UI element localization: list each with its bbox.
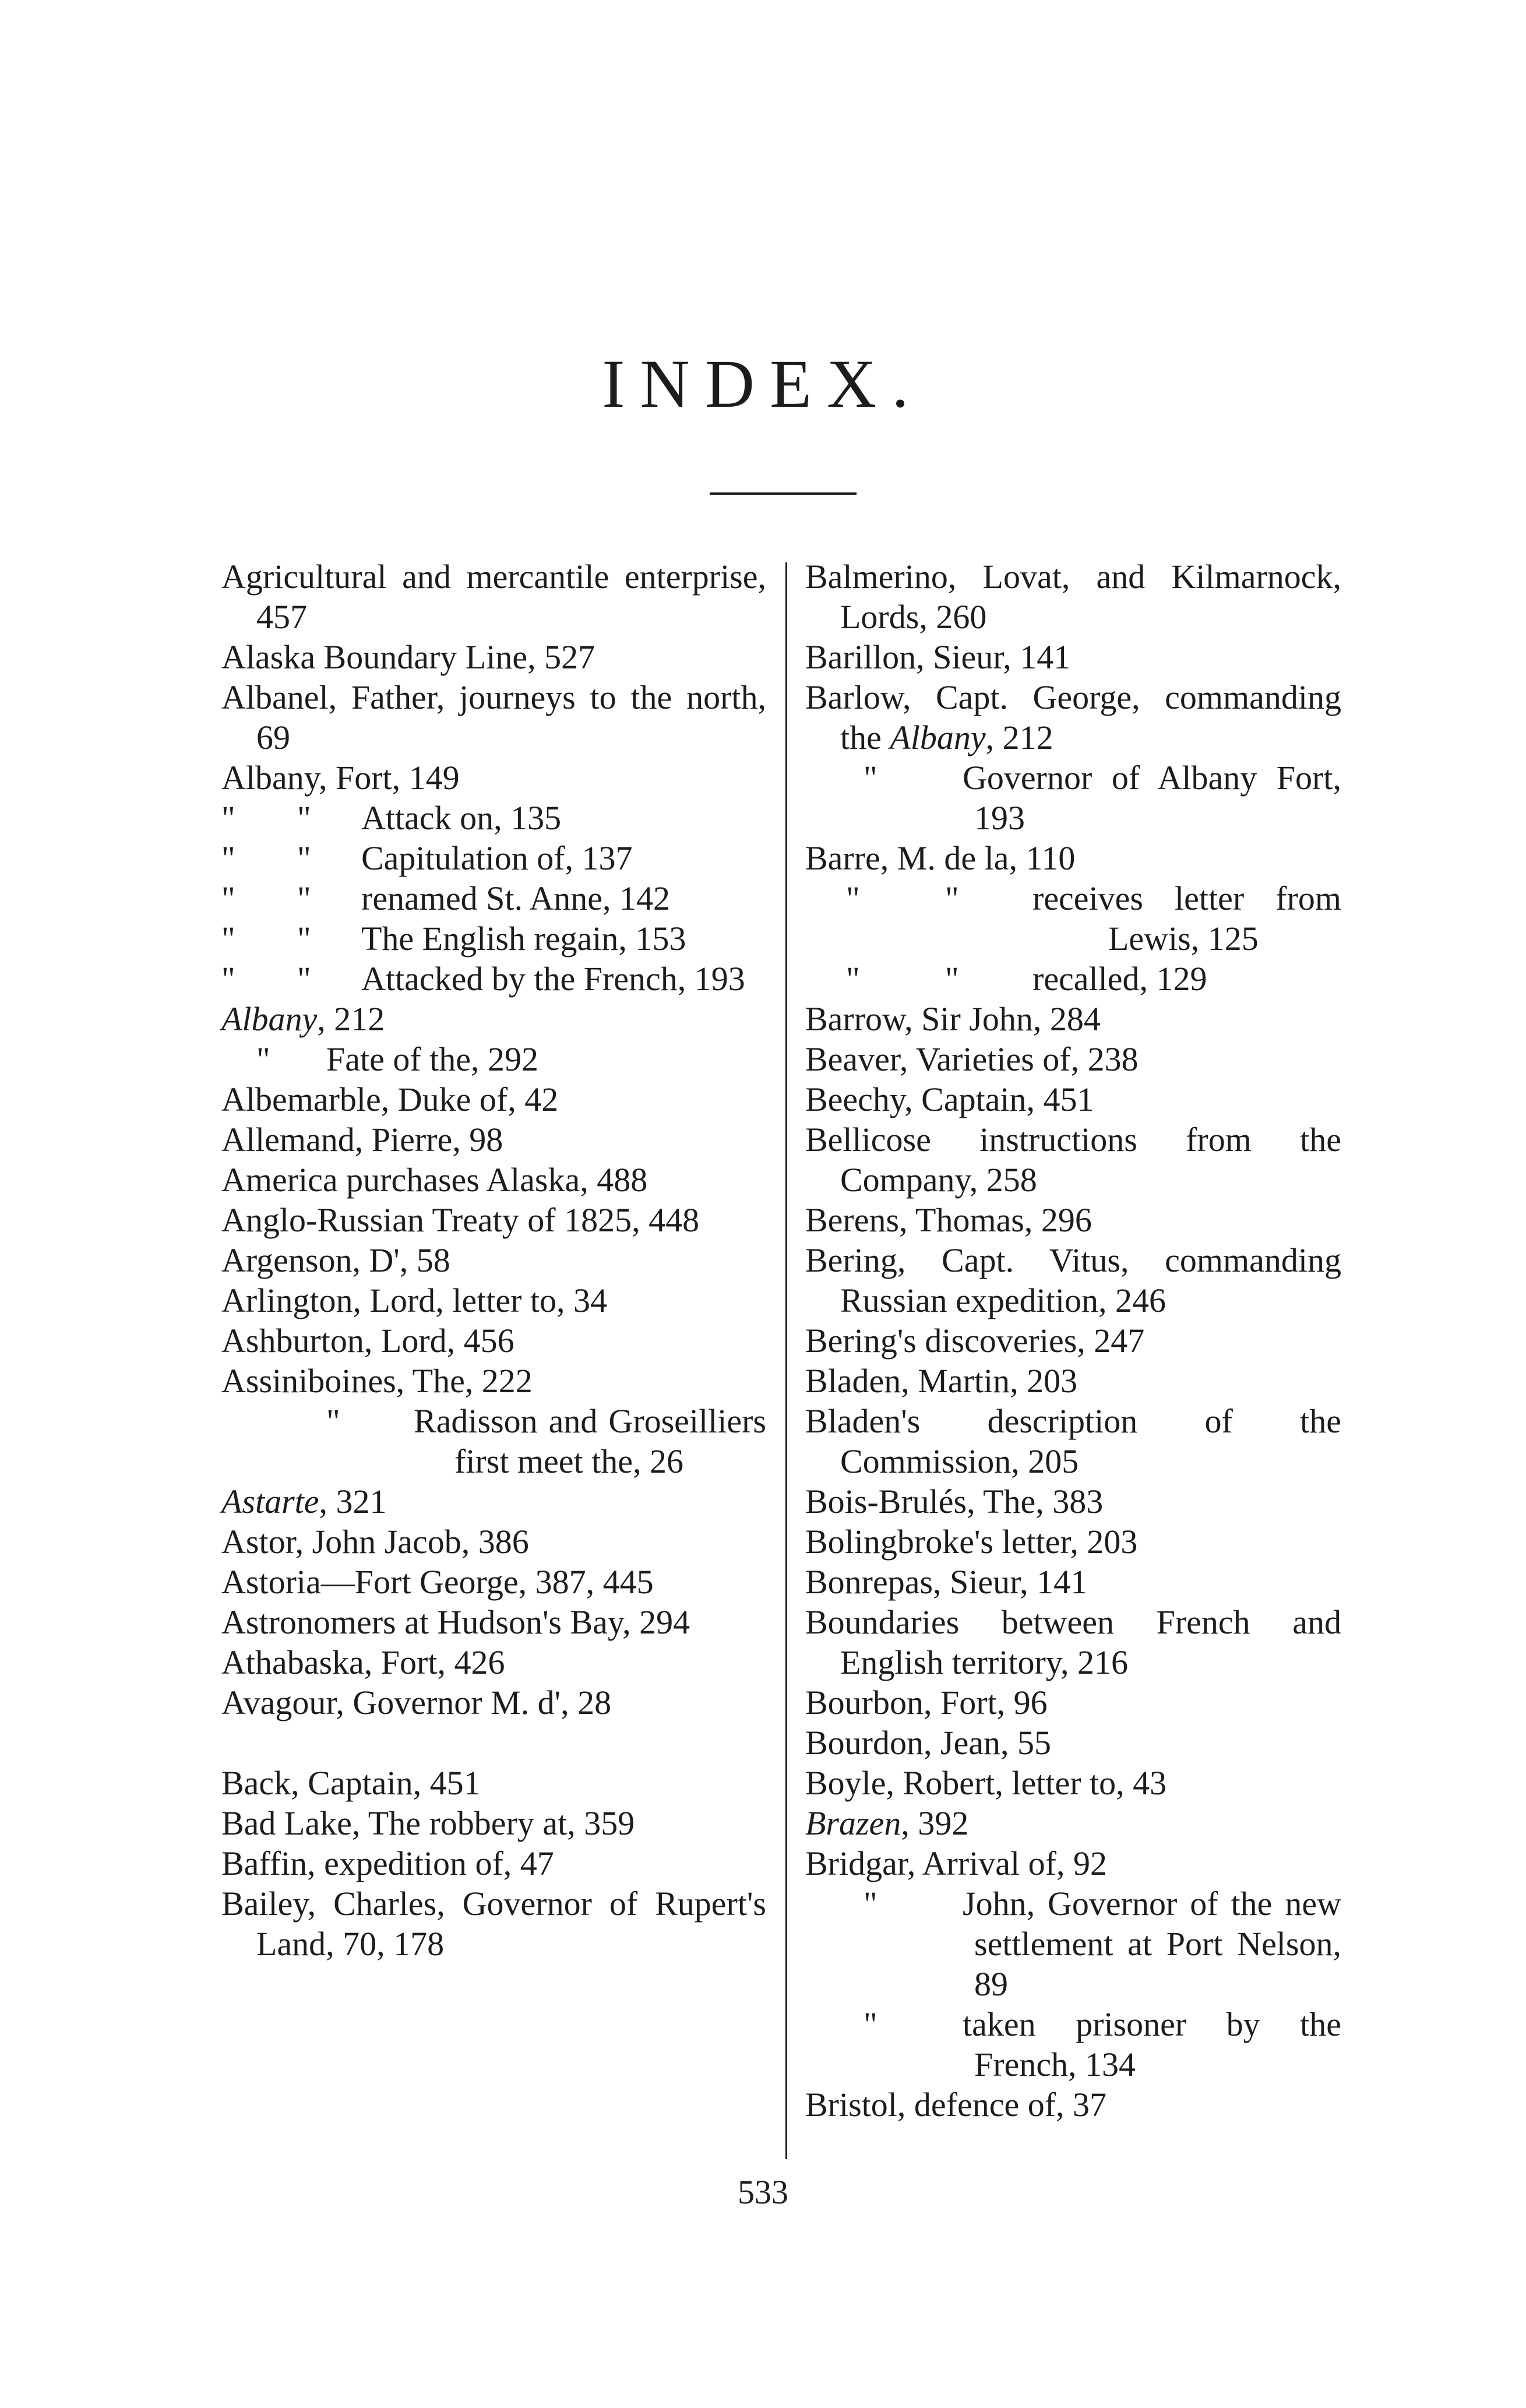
ship-name: Brazen (805, 1804, 901, 1842)
ship-name: Albany (221, 1000, 318, 1038)
index-subentry (805, 758, 1341, 838)
page-title: INDEX. (602, 346, 924, 422)
entry-pages: , 321 (319, 1483, 387, 1520)
index-entry: Anglo-Russian Treaty of 1825, 448 (221, 1201, 700, 1239)
subentry-text: Radisson and Groseilliers first meet the, 26 (414, 1402, 766, 1480)
index-subentry (221, 959, 766, 999)
ditto-mark: " (221, 799, 235, 837)
index-entry: Back, Captain, 451 (221, 1764, 481, 1802)
index-entry: Bourdon, Jean, 55 (805, 1724, 1052, 1762)
index-column-left (221, 557, 766, 1964)
index-entry (221, 999, 766, 1039)
ditto-mark: " (221, 960, 235, 998)
ditto-mark: " (846, 879, 860, 917)
index-subentry (221, 878, 766, 918)
index-entry: Arlington, Lord, letter to, 34 (221, 1282, 608, 1319)
index-subentry (221, 798, 766, 838)
index-entry: Bourbon, Fort, 96 (805, 1684, 1048, 1721)
subentry-text: Attacked by the French, 193 (361, 960, 745, 998)
index-entry: Bridgar, Arrival of, 92 (805, 1844, 1107, 1882)
index-entry: Bristol, defence of, 37 (805, 2086, 1107, 2124)
subentry-text: The English regain, 153 (361, 920, 686, 957)
subentry-text: Governor of Albany Fort, 193 (963, 759, 1341, 837)
index-entry: Bolingbroke's letter, 203 (805, 1523, 1138, 1561)
index-entry: Astoria—Fort George, 387, 445 (221, 1563, 654, 1601)
index-subentry (805, 2004, 1341, 2085)
ditto-mark: " (221, 879, 235, 917)
index-entry: Bladen, Martin, 203 (805, 1362, 1078, 1400)
index-entry: Bonrepas, Sieur, 141 (805, 1563, 1088, 1601)
ditto-mark: " (864, 2005, 877, 2043)
index-entry: Boyle, Robert, letter to, 43 (805, 1764, 1167, 1802)
entry-pages: , 212 (317, 1000, 385, 1038)
ditto-mark: " (945, 879, 959, 917)
index-entry: Albemarble, Duke of, 42 (221, 1080, 559, 1118)
ditto-mark: " (297, 960, 311, 998)
ditto-mark: " (297, 839, 311, 877)
index-entry (221, 1481, 766, 1522)
title-rule (710, 492, 857, 495)
ditto-mark: " (864, 1885, 877, 1923)
index-entry: Boundaries between French and English territory, 216 (805, 1603, 1341, 1681)
index-entry (805, 677, 1341, 758)
ship-name: Astarte (221, 1483, 319, 1520)
index-entry: Barrow, Sir John, 284 (805, 1000, 1101, 1038)
index-entry: Beechy, Captain, 451 (805, 1080, 1094, 1118)
index-entry: Bering's discoveries, 247 (805, 1322, 1145, 1360)
index-entry: Balmerino, Lovat, and Kilmarnock, Lords, 260 (805, 558, 1341, 636)
index-subentry (805, 959, 1341, 999)
index-entry: Astronomers at Hudson's Bay, 294 (221, 1603, 690, 1641)
index-entry: Beaver, Varieties of, 238 (805, 1040, 1139, 1078)
index-entry: Agricultural and mercantile enterprise, 457 (221, 558, 766, 636)
index-entry: Bois-Brulés, The, 383 (805, 1483, 1104, 1520)
ditto-mark: " (221, 920, 235, 957)
subentry-text: Fate of the, 292 (326, 1040, 539, 1078)
subentry-text: John, Governor of the new settlement at Port Nelson, 89 (963, 1885, 1341, 2003)
ditto-mark: " (221, 839, 235, 877)
index-entry: Bladen's description of the Commission, 205 (805, 1402, 1341, 1480)
index-subentry (805, 878, 1341, 959)
ditto-mark: " (297, 920, 311, 957)
index-subentry (221, 1039, 766, 1079)
subentry-text: taken prisoner by the French, 134 (963, 2005, 1341, 2083)
ship-name: Albany (890, 719, 986, 756)
ditto-mark: " (297, 799, 311, 837)
index-entry: Bellicose instructions from the Company, 258 (805, 1121, 1341, 1199)
entry-pages: , 212 (985, 719, 1053, 756)
entry-pages: , 392 (901, 1804, 969, 1842)
index-entry: Argenson, D', 58 (221, 1241, 450, 1279)
index-entry: Albany, Fort, 149 (221, 759, 460, 797)
index-column-right (805, 557, 1341, 2125)
index-entry: Bering, Capt. Vitus, commanding Russian expedition, 246 (805, 1241, 1341, 1319)
subentry-text: renamed St. Anne, 142 (361, 879, 670, 917)
ditto-mark: " (256, 1040, 270, 1078)
section-gap (221, 1723, 766, 1763)
column-divider (785, 562, 787, 2159)
index-subentry (221, 838, 766, 878)
index-entry: America purchases Alaska, 488 (221, 1161, 648, 1199)
index-entry: Allemand, Pierre, 98 (221, 1121, 503, 1159)
index-entry: Albanel, Father, journeys to the north, 69 (221, 678, 766, 756)
index-entry: Barillon, Sieur, 141 (805, 638, 1071, 676)
index-entry: Alaska Boundary Line, 527 (221, 638, 595, 676)
ditto-mark: " (326, 1402, 340, 1440)
index-entry: Avagour, Governor M. d', 28 (221, 1684, 612, 1721)
index-entry: Assiniboines, The, 222 (221, 1362, 533, 1400)
index-entry: Astor, John Jacob, 386 (221, 1523, 529, 1561)
index-subentry (221, 1401, 766, 1481)
index-subentry (805, 1884, 1341, 2004)
index-entry: Athabaska, Fort, 426 (221, 1643, 505, 1681)
index-entry: Barre, M. de la, 110 (805, 839, 1076, 877)
index-entry: Ashburton, Lord, 456 (221, 1322, 514, 1360)
subentry-text: receives letter from Lewis, 125 (1032, 879, 1341, 957)
ditto-mark: " (864, 759, 877, 797)
index-entry: Bailey, Charles, Governor of Rupert's Land, 70, 178 (221, 1885, 766, 1963)
index-entry (805, 1803, 1341, 1843)
subentry-text: recalled, 129 (1032, 960, 1207, 998)
ditto-mark: " (846, 960, 860, 998)
index-entry: Baffin, expedition of, 47 (221, 1844, 554, 1882)
ditto-mark: " (945, 960, 959, 998)
subentry-text: Capitulation of, 137 (361, 839, 633, 877)
index-subentry (221, 918, 766, 959)
subentry-text: Attack on, 135 (361, 799, 562, 837)
ditto-mark: " (297, 879, 311, 917)
page-number: 533 (738, 2173, 788, 2211)
index-entry: Bad Lake, The robbery at, 359 (221, 1804, 635, 1842)
index-entry: Berens, Thomas, 296 (805, 1201, 1092, 1239)
entry-text: Barlow, Capt. George, commanding the (805, 678, 1341, 756)
